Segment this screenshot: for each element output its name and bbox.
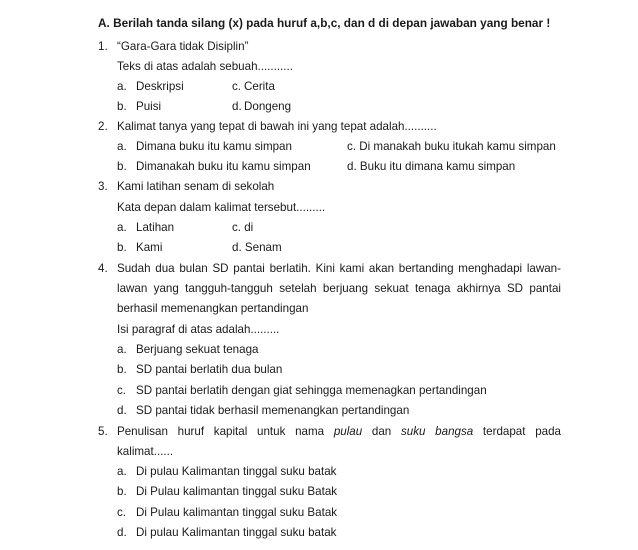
text-segment: terdapat pada bbox=[473, 425, 561, 438]
option-a-label: a. bbox=[117, 221, 127, 234]
option-c-label: c. bbox=[117, 384, 127, 397]
question-number: 5. bbox=[98, 425, 108, 438]
option-b: SD pantai berlatih dua bulan bbox=[136, 363, 283, 376]
paragraph-line-3: berhasil memenangkan pertandingan bbox=[117, 302, 309, 315]
option-b-label: b. bbox=[117, 485, 127, 498]
option-a: Dimana buku itu kamu simpan bbox=[136, 140, 292, 153]
question-text: Kalimat tanya yang tepat di bawah ini yang tepat adalah.......... bbox=[117, 120, 437, 133]
option-a: Di pulau Kalimantan tinggal suku batak bbox=[136, 465, 337, 478]
option-c: SD pantai berlatih dengan giat sehingga memenagkan pertandingan bbox=[136, 384, 487, 397]
option-b-label: b. bbox=[117, 100, 127, 113]
option-a: Latihan bbox=[136, 221, 175, 234]
section-heading: A. Berilah tanda silang (x) pada huruf a,b,c, dan d di depan jawaban yang benar ! bbox=[98, 16, 551, 30]
option-a: Berjuang sekuat tenaga bbox=[136, 343, 259, 356]
option-b-label: b. bbox=[117, 241, 127, 254]
question-number: 2. bbox=[98, 120, 108, 133]
question-number: 1. bbox=[98, 40, 108, 53]
option-d: SD pantai tidak berhasil memenangkan pertandingan bbox=[136, 404, 410, 417]
option-d: Dongeng bbox=[244, 100, 292, 113]
option-c: c. Di manakah buku itukah kamu simpan bbox=[347, 140, 556, 153]
option-b-label: b. bbox=[117, 160, 127, 173]
option-d: Di pulau Kalimantan tinggal suku batak bbox=[136, 526, 337, 539]
option-a: Deskripsi bbox=[136, 80, 184, 93]
italic-term-pulau: pulau bbox=[333, 425, 363, 438]
option-b: Di Pulau kalimantan tinggal suku Batak bbox=[136, 485, 338, 498]
option-d: d. Buku itu dimana kamu simpan bbox=[347, 160, 516, 173]
option-a-label: a. bbox=[117, 140, 127, 153]
text-segment: Penulisan huruf kapital untuk nama bbox=[117, 425, 334, 438]
option-d-label: d. bbox=[117, 404, 127, 417]
option-a-label: a. bbox=[117, 343, 127, 356]
option-a-label: a. bbox=[117, 80, 127, 93]
option-c-label: c. bbox=[117, 506, 127, 519]
option-d-label: d. bbox=[117, 526, 127, 539]
option-a-label: a. bbox=[117, 465, 127, 478]
question-text: “Gara-Gara tidak Disiplin” bbox=[117, 40, 249, 53]
option-b-label: b. bbox=[117, 363, 127, 376]
option-c-label: c. bbox=[232, 80, 242, 93]
option-c: Di Pulau kalimantan tinggal suku Batak bbox=[136, 506, 338, 519]
option-b: Dimanakah buku itu kamu simpan bbox=[136, 160, 311, 173]
question-number: 4. bbox=[98, 262, 108, 275]
option-d: d. Senam bbox=[232, 241, 282, 254]
italic-term-suku-bangsa: suku bangsa bbox=[400, 425, 474, 438]
option-c: Cerita bbox=[244, 80, 275, 93]
question-text-line-1 bbox=[117, 425, 561, 439]
text-segment: dan bbox=[362, 425, 401, 438]
option-b: Puisi bbox=[136, 100, 162, 113]
option-c: c. di bbox=[232, 221, 254, 234]
question-prompt: Kata depan dalam kalimat tersebut......... bbox=[117, 201, 326, 214]
question-prompt: Teks di atas adalah sebuah........... bbox=[117, 60, 293, 73]
question-prompt: Isi paragraf di atas adalah......... bbox=[117, 323, 280, 336]
question-number: 3. bbox=[98, 180, 108, 193]
option-d-label: d. bbox=[232, 100, 242, 113]
question-text: Kami latihan senam di sekolah bbox=[117, 180, 275, 193]
paragraph-line-2: lawan yang tangguh-tangguh setelah berjuang sekuat tenaga akhirnya SD pantai bbox=[117, 282, 561, 295]
paragraph-line-1: Sudah dua bulan SD pantai berlatih. Kini kami akan bertanding menghadapi lawan- bbox=[117, 262, 561, 275]
option-b: Kami bbox=[136, 241, 163, 254]
question-text-line-2: kalimat...... bbox=[117, 445, 174, 458]
